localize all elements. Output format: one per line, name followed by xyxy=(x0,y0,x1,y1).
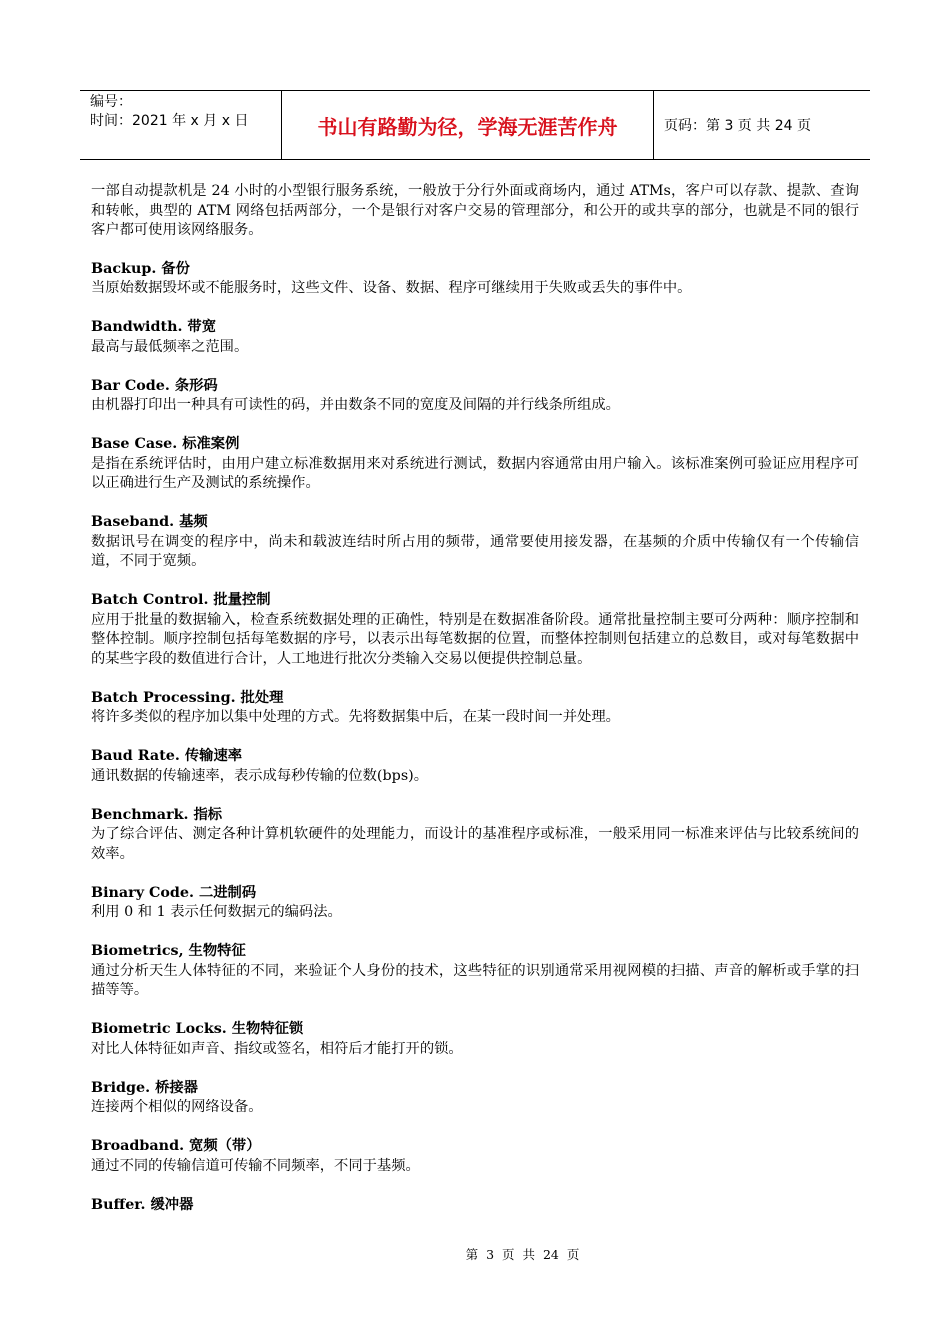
glossary-definition: 将许多类似的程序加以集中处理的方式。先将数据集中后，在某一段时间一并处理。 xyxy=(91,709,620,725)
page-header xyxy=(80,90,870,160)
glossary-definition: 通过分析天生人体特征的不同，来验证个人身份的技术，这些特征的识别通常采用视网模的扫描、声音的解析或手掌的扫描等等。 xyxy=(91,962,859,998)
glossary-entry xyxy=(91,591,859,669)
glossary-definition: 为了综合评估、测定各种计算机软硬件的处理能力，而设计的基准程序或标准，一般采用同一标准来评估与比较系统间的效率。 xyxy=(91,826,859,862)
glossary-definition: 对比人体特征如声音、指纹或签名，相符后才能打开的锁。 xyxy=(91,1040,463,1057)
glossary-entry xyxy=(91,513,859,572)
glossary-entry xyxy=(91,884,859,923)
glossary-term: Base Case. 标准案例 xyxy=(91,436,240,452)
glossary-list xyxy=(91,260,859,1216)
header-motto: 书山有路勤为径，学海无涯苦作舟 xyxy=(281,91,654,159)
glossary-definition: 当原始数据毁坏或不能服务时，这些文件、设备、数据、程序可继续用于失败或丢失的事件中。 xyxy=(91,280,692,296)
header-page-info: 页码：第 3 页 共 24 页 xyxy=(664,118,811,134)
glossary-entry xyxy=(91,318,859,357)
glossary-definition: 最高与最低频率之范围。 xyxy=(91,338,249,355)
glossary-term: Bandwidth. 带宽 xyxy=(91,319,217,335)
glossary-entry xyxy=(91,689,859,728)
glossary-definition: 是指在系统评估时，由用户建立标准数据用来对系统进行测试，数据内容通常由用户输入。该标准案例可验证应用程序可以正确进行生产及测试的系统操作。 xyxy=(91,455,859,491)
glossary-term: Biometric Locks. 生物特征锁 xyxy=(91,1021,304,1037)
document-body xyxy=(91,182,859,1235)
glossary-term: Backup. 备份 xyxy=(91,260,190,277)
glossary-definition: 通讯数据的传输速率，表示成每秒传输的位数(bps)。 xyxy=(91,767,429,784)
glossary-term: Benchmark. 指标 xyxy=(91,806,223,823)
glossary-definition: 由机器打印出一种具有可读性的码，并由数条不同的宽度及间隔的并行线条所组成。 xyxy=(91,397,620,413)
glossary-definition: 数据讯号在调变的程序中，尚未和载波连结时所占用的频带，通常要使用接发器，在基频的介质中传输仅有一个传输信道，不同于宽频。 xyxy=(91,533,859,569)
glossary-entry xyxy=(91,1079,859,1118)
glossary-entry xyxy=(91,806,859,865)
glossary-term: Buffer. 缓冲器 xyxy=(91,1196,194,1213)
glossary-term: Baseband. 基频 xyxy=(91,514,208,530)
glossary-entry xyxy=(91,1137,859,1176)
glossary-definition: 通过不同的传输信道可传输不同频率，不同于基频。 xyxy=(91,1157,420,1174)
page-footer: 第 3 页 共 24 页 xyxy=(465,1247,580,1262)
glossary-entry xyxy=(91,1196,859,1216)
glossary-entry xyxy=(91,747,859,786)
glossary-entry xyxy=(91,435,859,494)
glossary-definition: 利用 0 和 1 表示任何数据元的编码法。 xyxy=(91,904,342,920)
glossary-entry xyxy=(91,942,859,1001)
glossary-term: Bar Code. 条形码 xyxy=(91,377,218,394)
glossary-definition: 连接两个相似的网络设备。 xyxy=(91,1099,263,1115)
glossary-term: Baud Rate. 传输速率 xyxy=(91,748,243,764)
header-left-cell xyxy=(80,91,281,159)
glossary-term: Broadband. 宽频（带） xyxy=(91,1138,261,1154)
glossary-entry xyxy=(91,1020,859,1059)
glossary-term: Batch Control. 批量控制 xyxy=(91,592,271,608)
glossary-term: Bridge. 桥接器 xyxy=(91,1079,198,1096)
glossary-entry xyxy=(91,377,859,416)
glossary-term: Binary Code. 二进制码 xyxy=(91,884,257,901)
glossary-definition: 应用于批量的数据输入，检查系统数据处理的正确性，特别是在数据准备阶段。通常批量控制主要可分两种：顺序控制和整体控制。顺序控制包括每笔数据的序号，以表示出每笔数据的位置，而整体控制则包括建立的总数目，或对每笔数据中的某些字段的数值进行合计，人工地进行批次分类输入交易以便提供控制总量。 xyxy=(91,611,859,667)
intro-paragraph: 一部自动提款机是 24 小时的小型银行服务系统，一般放于分行外面或商场内，通过 ATMs，客户可以存款、提款、查询和转帐，典型的 ATM 网络包括两部分，一个是银行对客户交易的管理部分，和公开的或共享的部分，也就是不同的银行客户都可使用该网络服务。 xyxy=(91,183,859,238)
glossary-term: Batch Processing. 批处理 xyxy=(91,689,284,706)
glossary-term: Biometrics, 生物特征 xyxy=(91,943,246,959)
glossary-entry xyxy=(91,260,859,299)
document-time-label: 时间：2021 年 x 月 x 日 xyxy=(90,113,249,129)
document-number-label: 编号： xyxy=(90,94,132,110)
